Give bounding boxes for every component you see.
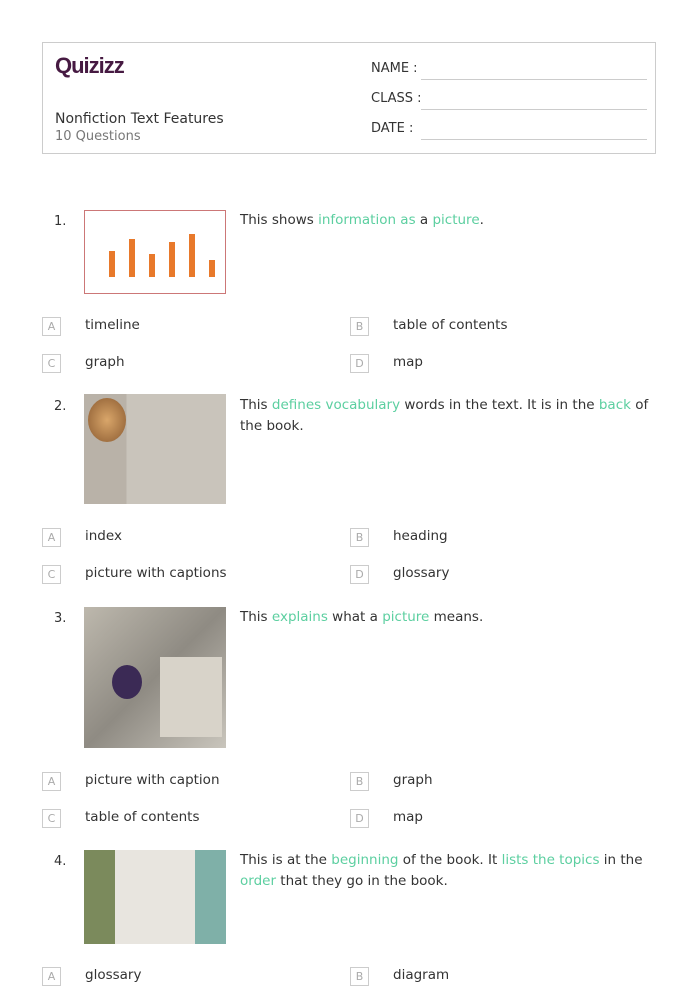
option-letter-box[interactable]: A bbox=[42, 967, 61, 986]
question-text-part: what a bbox=[327, 609, 383, 625]
option-text: timeline bbox=[85, 317, 140, 333]
question-text-part: that they go in the book. bbox=[276, 873, 448, 889]
option-text: table of contents bbox=[85, 809, 200, 825]
option-text: index bbox=[85, 528, 122, 544]
question-text-part: of the book. bbox=[240, 397, 649, 434]
question-text-part: This bbox=[240, 609, 272, 625]
table-of-contents-photo bbox=[84, 850, 226, 944]
highlighted-text: information as bbox=[318, 212, 416, 228]
rainfall-chart-image bbox=[84, 210, 226, 294]
question-text-part: a bbox=[415, 212, 433, 228]
option-text: picture with caption bbox=[85, 772, 220, 788]
question-text-part: in the bbox=[599, 852, 643, 868]
question-text bbox=[240, 210, 660, 231]
date-line bbox=[421, 139, 647, 140]
highlighted-text: explains bbox=[271, 609, 328, 625]
option-text: table of contents bbox=[393, 317, 508, 333]
option-text: glossary bbox=[393, 565, 450, 581]
question-number: 4. bbox=[54, 854, 67, 869]
option-letter-box[interactable]: B bbox=[350, 967, 369, 986]
hope-diamond-photo bbox=[84, 607, 226, 748]
class-line bbox=[421, 109, 647, 110]
option-text: glossary bbox=[85, 967, 142, 983]
question-text-part: This bbox=[240, 397, 272, 413]
option-letter-box[interactable]: D bbox=[350, 354, 369, 373]
option-letter-box[interactable]: A bbox=[42, 772, 61, 791]
option-text: diagram bbox=[393, 967, 450, 983]
question-text-part: of the book. It bbox=[398, 852, 502, 868]
highlighted-text: beginning bbox=[331, 852, 399, 868]
glossary-photo bbox=[84, 394, 226, 504]
question-text bbox=[240, 607, 660, 628]
question-text bbox=[240, 395, 660, 437]
date-label: DATE : bbox=[371, 121, 414, 136]
highlighted-text: order bbox=[240, 873, 276, 889]
name-label: NAME : bbox=[371, 61, 418, 76]
highlighted-text: picture bbox=[382, 609, 430, 625]
option-letter-box[interactable]: B bbox=[350, 772, 369, 791]
question-count: 10 Questions bbox=[55, 129, 141, 144]
worksheet-header bbox=[42, 42, 656, 154]
option-letter-box[interactable]: C bbox=[42, 565, 61, 584]
question-text-part: words in the text. It is in the bbox=[400, 397, 599, 413]
option-letter-box[interactable]: A bbox=[42, 317, 61, 336]
option-letter-box[interactable]: A bbox=[42, 528, 61, 547]
question-text-part: This shows bbox=[240, 212, 319, 228]
option-letter-box[interactable]: C bbox=[42, 809, 61, 828]
question-number: 2. bbox=[54, 399, 67, 414]
question-text-part: . bbox=[479, 212, 484, 228]
name-line bbox=[421, 79, 647, 80]
option-letter-box[interactable]: B bbox=[350, 317, 369, 336]
ammonite-icon bbox=[88, 398, 126, 442]
option-letter-box[interactable]: C bbox=[42, 354, 61, 373]
highlighted-text: picture bbox=[432, 212, 480, 228]
option-text: graph bbox=[393, 772, 433, 788]
option-letter-box[interactable]: B bbox=[350, 528, 369, 547]
option-text: map bbox=[393, 809, 423, 825]
highlighted-text: lists the topics bbox=[501, 852, 600, 868]
question-number: 3. bbox=[54, 611, 67, 626]
option-text: map bbox=[393, 354, 423, 370]
question-text-part: means. bbox=[429, 609, 484, 625]
question-text-part: This is at the bbox=[240, 852, 332, 868]
highlighted-text: back bbox=[598, 397, 631, 413]
question-number: 1. bbox=[54, 214, 67, 229]
option-text: heading bbox=[393, 528, 448, 544]
highlighted-text: defines vocabulary bbox=[271, 397, 401, 413]
class-label: CLASS : bbox=[371, 91, 422, 106]
option-letter-box[interactable]: D bbox=[350, 565, 369, 584]
quizizz-logo: Quizizz bbox=[55, 53, 124, 78]
worksheet-title: Nonfiction Text Features bbox=[55, 111, 224, 127]
option-letter-box[interactable]: D bbox=[350, 809, 369, 828]
question-text bbox=[240, 850, 660, 892]
option-text: graph bbox=[85, 354, 125, 370]
option-text: picture with captions bbox=[85, 565, 227, 581]
